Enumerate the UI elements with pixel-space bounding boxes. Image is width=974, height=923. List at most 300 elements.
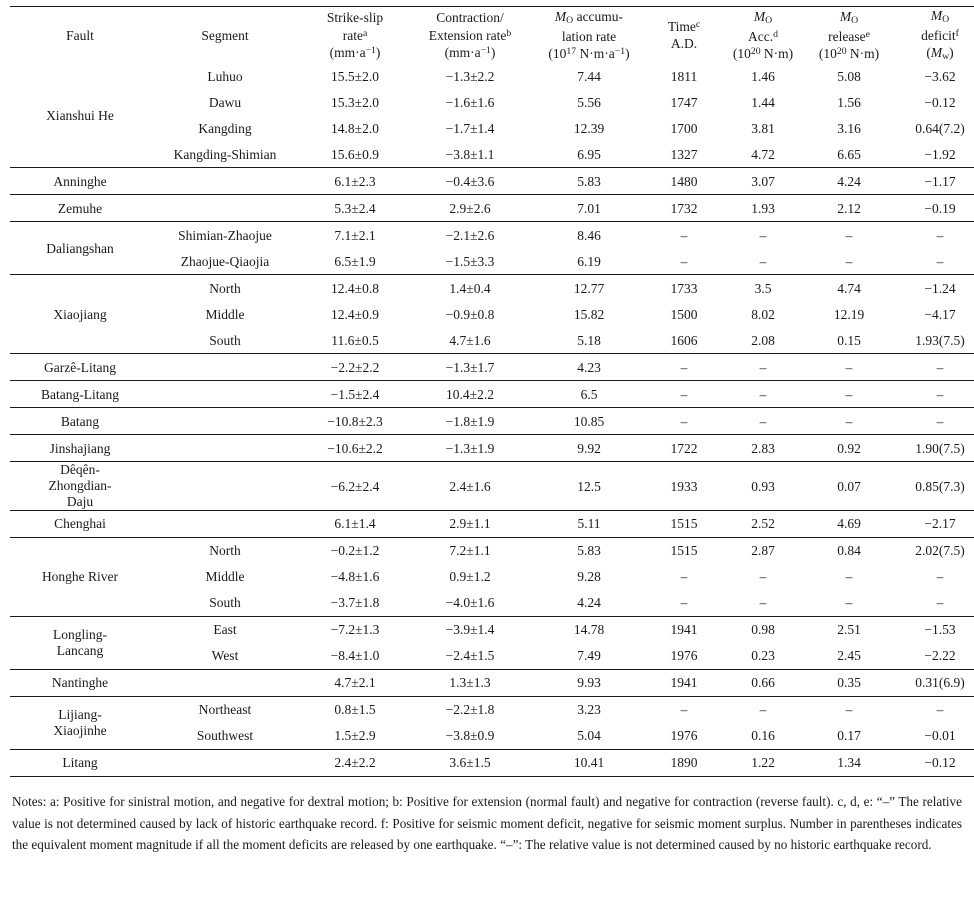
- strike-slip-rate-cell: 2.4±2.2: [300, 750, 410, 777]
- moment-accumulation-rate-cell: 9.93: [530, 670, 648, 697]
- header-modef-line1: [892, 7, 974, 27]
- header-acc-unit-post: ): [625, 45, 630, 61]
- table-row: [10, 115, 974, 141]
- segment-cell: South: [209, 595, 241, 611]
- table-row: [10, 222, 974, 249]
- moment-accumulation-rate-cell: 10.41: [530, 750, 648, 777]
- moment-accumulated-cell: 0.16: [751, 728, 775, 744]
- fault-name-line: Lancang: [56, 643, 104, 659]
- moment-release-cell: –: [845, 595, 853, 611]
- table-row: [10, 462, 974, 511]
- fault-name-cell: Anninghe: [10, 168, 150, 195]
- moment-accumulated-cell: 1.22: [720, 750, 806, 777]
- header-ss-unit-pre: (mm·a: [329, 44, 366, 60]
- time-cell: 1515: [648, 511, 720, 538]
- contraction-extension-rate-cell: −3.8±0.9: [445, 728, 495, 744]
- strike-slip-rate-cell: −4.8±1.6: [330, 569, 380, 585]
- moment-release-cell: 3.16: [837, 120, 861, 136]
- time-cell: –: [648, 697, 720, 724]
- moment-release-cell: 2.45: [837, 648, 861, 664]
- strike-slip-rate-cell: 14.8±2.0: [331, 120, 379, 136]
- segment-cell: [150, 750, 300, 777]
- moment-accumulation-rate-cell: 10.85: [530, 408, 648, 435]
- moment-deficit-cell: 1.90(7.5): [892, 435, 974, 462]
- moment-release-cell: –: [845, 253, 853, 269]
- moment-release-cell: 4.69: [806, 511, 892, 538]
- moment-accumulation-rate-cell: 12.39: [573, 120, 605, 136]
- fault-name-cell: Garzê-Litang: [10, 354, 150, 381]
- moment-release-cell: 0.07: [806, 462, 892, 511]
- moment-deficit-cell: 0.85(7.3): [892, 462, 974, 511]
- table-row: [10, 670, 974, 697]
- header-morel-m: M: [839, 9, 852, 25]
- contraction-extension-rate-cell: −3.9±1.4: [410, 617, 530, 644]
- time-cell: 1933: [648, 462, 720, 511]
- header-fault: [10, 7, 150, 64]
- moment-accumulation-rate-cell: 12.77: [530, 275, 648, 302]
- table-row: [10, 275, 974, 302]
- time-cell: –: [648, 222, 720, 249]
- fault-name-cell: Daliangshan: [10, 222, 150, 275]
- contraction-extension-rate-cell: −2.1±2.6: [410, 222, 530, 249]
- moment-accumulation-rate-cell: 14.78: [530, 617, 648, 644]
- time-cell: 1811: [670, 68, 698, 84]
- moment-release-cell: 1.34: [806, 750, 892, 777]
- moment-accumulated-cell: –: [720, 381, 806, 408]
- strike-slip-rate-cell: −0.2±1.2: [300, 538, 410, 565]
- moment-release-cell: –: [806, 222, 892, 249]
- segment-cell: East: [150, 617, 300, 644]
- moment-release-cell: –: [806, 697, 892, 724]
- header-modef-line2: [892, 27, 974, 44]
- strike-slip-rate-cell: 6.1±2.3: [300, 168, 410, 195]
- segment-cell: [150, 670, 300, 697]
- moment-deficit-cell: –: [936, 569, 944, 585]
- moment-deficit-cell: −3.62: [924, 68, 956, 84]
- moment-release-cell: 5.08: [837, 68, 861, 84]
- time-cell: –: [648, 354, 720, 381]
- header-strike-slip-rate: [300, 7, 410, 64]
- contraction-extension-rate-cell: 1.3±1.3: [410, 670, 530, 697]
- time-cell: 1941: [648, 617, 720, 644]
- time-cell: –: [648, 408, 720, 435]
- time-cell: –: [648, 381, 720, 408]
- time-cell: 1976: [670, 728, 698, 744]
- moment-accumulated-cell: –: [759, 595, 767, 611]
- contraction-extension-rate-cell: −1.6±1.6: [445, 94, 495, 110]
- contraction-extension-rate-cell: 4.7±1.6: [449, 332, 491, 348]
- time-cell: 1941: [648, 670, 720, 697]
- contraction-extension-rate-cell: −1.8±1.9: [410, 408, 530, 435]
- moment-accumulated-cell: –: [759, 569, 767, 585]
- contraction-extension-rate-cell: −1.3±1.7: [410, 354, 530, 381]
- segment-cell: Southwest: [196, 728, 254, 744]
- moment-accumulation-rate-cell: 9.92: [530, 435, 648, 462]
- header-moacc-line3: [720, 45, 806, 62]
- contraction-extension-rate-cell: −0.4±3.6: [410, 168, 530, 195]
- strike-slip-rate-cell: 6.5±1.9: [334, 253, 376, 269]
- header-time-line2: A.D.: [670, 36, 698, 52]
- header-modef-unit-post: ): [949, 44, 954, 60]
- moment-deficit-cell: 1.93(7.5): [915, 332, 965, 348]
- table-row: [10, 617, 974, 644]
- segment-cell: Shimian-Zhaojue: [150, 222, 300, 249]
- header-ce-unit-post: ): [490, 44, 496, 60]
- moment-accumulation-rate-cell: 5.11: [530, 511, 648, 538]
- header-modef-footnote-f: f: [955, 27, 959, 39]
- segment-cell: Zhaojue-Qiaojia: [180, 253, 270, 269]
- moment-accumulated-cell: 2.52: [720, 511, 806, 538]
- moment-release-cell: –: [806, 408, 892, 435]
- segment-cell: Northeast: [150, 697, 300, 724]
- moment-accumulation-rate-cell: 3.23: [530, 697, 648, 724]
- strike-slip-rate-cell: −8.4±1.0: [330, 648, 380, 664]
- fault-name-cell: Xiaojiang: [10, 275, 150, 354]
- segment-cell: Luhuo: [207, 68, 243, 84]
- fault-name-cell: Jinshajiang: [10, 435, 150, 462]
- moment-accumulation-rate-cell: 12.5: [530, 462, 648, 511]
- table-row: [10, 723, 974, 750]
- table-notes: [10, 791, 964, 855]
- segment-cell: [150, 408, 300, 435]
- moment-deficit-cell: –: [936, 253, 944, 269]
- table-row: [10, 248, 974, 275]
- header-moacc-unit-post: N·m): [760, 45, 794, 61]
- header-ce-unit-pre: (mm·a: [444, 44, 481, 60]
- moment-release-cell: 0.35: [806, 670, 892, 697]
- moment-accumulated-cell: 1.44: [751, 94, 775, 110]
- moment-accumulated-cell: 3.81: [751, 120, 775, 136]
- fault-name-cell: Honghe River: [10, 538, 150, 617]
- time-cell: –: [680, 595, 688, 611]
- segment-cell: [150, 168, 300, 195]
- table-row: [10, 750, 974, 777]
- fault-name-line: Longling-: [53, 627, 107, 643]
- header-moacc-footnote-d: d: [773, 28, 778, 40]
- moment-release-cell: –: [806, 381, 892, 408]
- header-ss-unit-exp: −1: [365, 44, 376, 56]
- header-row: [10, 7, 974, 64]
- moment-release-cell: 0.84: [806, 538, 892, 565]
- moment-deficit-cell: –: [892, 697, 974, 724]
- table-row: [10, 63, 974, 89]
- strike-slip-rate-cell: −2.2±2.2: [300, 354, 410, 381]
- moment-deficit-cell: –: [892, 381, 974, 408]
- strike-slip-rate-cell: 1.5±2.9: [334, 728, 376, 744]
- header-time: [648, 7, 720, 64]
- moment-accumulated-cell: 2.08: [751, 332, 775, 348]
- moment-accumulation-rate-cell: 9.28: [577, 569, 601, 585]
- moment-accumulated-cell: –: [759, 253, 767, 269]
- segment-cell: [150, 381, 300, 408]
- table-row: [10, 538, 974, 565]
- fault-name-cell: [10, 462, 150, 511]
- contraction-extension-rate-cell: −1.5±3.3: [445, 253, 495, 269]
- header-moacc-sub: O: [765, 15, 773, 27]
- moment-deficit-cell: −1.92: [924, 146, 956, 162]
- header-contraction-extension-rate: [410, 7, 530, 64]
- header-acc-line1: [530, 8, 648, 28]
- strike-slip-rate-cell: −10.6±2.2: [300, 435, 410, 462]
- fault-name-cell: Xianshui He: [46, 107, 114, 123]
- header-moacc-unit-pre: (10: [732, 45, 751, 61]
- segment-cell: South: [209, 332, 241, 348]
- fault-name-line: Xiaojinhe: [53, 723, 107, 739]
- header-acc-line2: lation rate: [561, 28, 617, 44]
- header-moacc-word: Acc.: [748, 28, 774, 44]
- moment-deficit-cell: −0.19: [892, 195, 974, 222]
- moment-release-cell: 0.92: [806, 435, 892, 462]
- header-ce-footnote-b: b: [506, 27, 512, 39]
- header-modef-line3: [892, 44, 974, 64]
- segment-cell: Middle: [205, 306, 245, 322]
- fault-data-table: [10, 6, 974, 777]
- header-moacc-line1: [720, 8, 806, 28]
- table-header: [10, 7, 974, 64]
- table-row: [10, 168, 974, 195]
- fault-name-line: Zhongdian-: [48, 478, 112, 494]
- moment-accumulated-cell: –: [720, 697, 806, 724]
- time-cell: 1733: [648, 275, 720, 302]
- segment-cell: [150, 511, 300, 538]
- header-ce-line3: [410, 44, 530, 61]
- contraction-extension-rate-cell: 10.4±2.2: [410, 381, 530, 408]
- table-row: [10, 697, 974, 724]
- header-morel-line2: [806, 28, 892, 45]
- moment-deficit-cell: –: [936, 595, 944, 611]
- moment-release-cell: 2.12: [806, 195, 892, 222]
- contraction-extension-rate-cell: 2.4±1.6: [410, 462, 530, 511]
- fault-name-cell: Litang: [10, 750, 150, 777]
- moment-accumulated-cell: 1.93: [720, 195, 806, 222]
- header-moacc-unit-exp: 20: [750, 45, 761, 57]
- moment-accumulated-cell: 0.98: [720, 617, 806, 644]
- contraction-extension-rate-cell: −1.7±1.4: [445, 120, 495, 136]
- moment-accumulated-cell: 3.07: [720, 168, 806, 195]
- table-row: [10, 643, 974, 670]
- moment-release-cell: 6.65: [837, 146, 861, 162]
- contraction-extension-rate-cell: −2.4±1.5: [445, 648, 495, 664]
- strike-slip-rate-cell: 6.1±1.4: [300, 511, 410, 538]
- table-row: [10, 195, 974, 222]
- moment-accumulated-cell: 0.66: [720, 670, 806, 697]
- fault-name-cell: Batang-Litang: [10, 381, 150, 408]
- moment-release-cell: 4.24: [806, 168, 892, 195]
- header-modef-unit-pre: (M: [926, 44, 943, 60]
- header-morel-sub: O: [851, 15, 859, 27]
- header-acc-line3: [530, 45, 648, 62]
- moment-deficit-cell: −0.01: [924, 728, 956, 744]
- time-cell: 1515: [648, 538, 720, 565]
- moment-accumulation-rate-cell: 5.18: [577, 332, 601, 348]
- strike-slip-rate-cell: 15.6±0.9: [331, 146, 379, 162]
- moment-deficit-cell: −0.12: [892, 750, 974, 777]
- moment-accumulated-cell: 1.46: [751, 68, 775, 84]
- strike-slip-rate-cell: −1.5±2.4: [300, 381, 410, 408]
- moment-accumulated-cell: 0.93: [720, 462, 806, 511]
- fault-name-cell: Chenghai: [10, 511, 150, 538]
- moment-deficit-cell: −1.24: [892, 275, 974, 302]
- fault-name-line: Daju: [66, 494, 94, 510]
- moment-accumulation-rate-cell: 5.83: [530, 168, 648, 195]
- moment-accumulated-cell: 4.72: [751, 146, 775, 162]
- table-row: [10, 89, 974, 115]
- segment-cell: Kangding: [198, 120, 252, 136]
- time-cell: 1890: [648, 750, 720, 777]
- notes-text: a: Positive for sinistral motion, and negative for dextral motion; b: Positive for extension (normal fault) and negative for contraction (reverse fault). c, d, e: “–” The relative value is not determined caused by lack of historic earthquake record. f: Positive for seismic moment deficit, negative for seismic moment surplus. Number in parentheses indicates the equivalent moment magnitude if all the moment deficits are released by one earthquake. “–”: The relative value is not determined caused by no historic earthquake record.: [12, 794, 963, 852]
- header-modef-unit-sub: w: [942, 50, 950, 62]
- contraction-extension-rate-cell: −1.3±1.9: [410, 435, 530, 462]
- header-segment-label: Segment: [201, 27, 249, 43]
- moment-release-cell: 1.56: [837, 94, 861, 110]
- segment-cell: West: [211, 648, 239, 664]
- header-time-footnote-c: c: [695, 18, 701, 30]
- fault-name-cell: Batang: [10, 408, 150, 435]
- segment-cell: Dawu: [208, 94, 242, 110]
- header-moment-release: [806, 7, 892, 64]
- strike-slip-rate-cell: −7.2±1.3: [300, 617, 410, 644]
- table-row: [10, 408, 974, 435]
- segment-cell: Kangding-Shimian: [173, 146, 277, 162]
- header-time-line1: [648, 18, 720, 35]
- contraction-extension-rate-cell: 2.9±2.6: [410, 195, 530, 222]
- segment-cell: [150, 462, 300, 511]
- time-cell: 1700: [670, 120, 698, 136]
- moment-accumulation-rate-cell: 7.01: [530, 195, 648, 222]
- header-moment-accumulation-rate: [530, 7, 648, 64]
- moment-release-cell: 0.17: [837, 728, 861, 744]
- time-cell: 1480: [648, 168, 720, 195]
- contraction-extension-rate-cell: −3.8±1.1: [445, 146, 495, 162]
- moment-accumulation-rate-cell: 6.5: [530, 381, 648, 408]
- contraction-extension-rate-cell: −4.0±1.6: [445, 595, 495, 611]
- table-row: [10, 354, 974, 381]
- strike-slip-rate-cell: 12.4±0.8: [300, 275, 410, 302]
- moment-release-cell: –: [845, 569, 853, 585]
- contraction-extension-rate-cell: 3.6±1.5: [410, 750, 530, 777]
- header-modef-word: deficit: [921, 27, 956, 43]
- strike-slip-rate-cell: 5.3±2.4: [300, 195, 410, 222]
- header-ce-unit-exp: −1: [480, 44, 491, 56]
- header-morel-unit-post: N·m): [846, 45, 880, 61]
- moment-accumulated-cell: 2.87: [720, 538, 806, 565]
- moment-deficit-cell: –: [892, 222, 974, 249]
- header-morel-line1: [806, 8, 892, 28]
- table-row: [10, 327, 974, 354]
- segment-cell: North: [150, 538, 300, 565]
- header-ss-line2: [300, 27, 410, 44]
- header-acc-unit-mid: N·m·a: [576, 45, 615, 61]
- strike-slip-rate-cell: 7.1±2.1: [300, 222, 410, 249]
- strike-slip-rate-cell: −10.8±2.3: [300, 408, 410, 435]
- moment-deficit-cell: –: [892, 354, 974, 381]
- time-cell: 1500: [670, 306, 698, 322]
- moment-release-cell: 4.74: [806, 275, 892, 302]
- moment-accumulation-rate-cell: 8.46: [530, 222, 648, 249]
- segment-cell: [150, 435, 300, 462]
- strike-slip-rate-cell: 15.5±2.0: [331, 68, 379, 84]
- header-modef-sub: O: [942, 14, 950, 26]
- fault-name-cell: Nantinghe: [10, 670, 150, 697]
- header-ce-line2-text: Extension rate: [428, 27, 507, 43]
- strike-slip-rate-cell: −3.7±1.8: [330, 595, 380, 611]
- time-cell: 1976: [670, 648, 698, 664]
- header-ss-line3: [300, 44, 410, 61]
- moment-deficit-cell: −1.53: [892, 617, 974, 644]
- header-moment-deficit: [892, 7, 974, 64]
- moment-accumulation-rate-cell: 7.49: [577, 648, 601, 664]
- header-morel-line3: [806, 45, 892, 62]
- segment-cell: North: [150, 275, 300, 302]
- header-acc-unit-pre: (10: [548, 45, 567, 61]
- header-ce-line2: [410, 27, 530, 44]
- table-row: [10, 564, 974, 590]
- header-acc-sub: O: [566, 15, 574, 27]
- header-moacc-line2: [720, 28, 806, 45]
- moment-accumulation-rate-cell: 5.56: [577, 94, 601, 110]
- fault-name-cell: [10, 697, 150, 750]
- header-acc-word: accumu-: [573, 9, 624, 25]
- strike-slip-rate-cell: 4.7±2.1: [300, 670, 410, 697]
- fault-name-line: Dêqên-: [60, 462, 100, 478]
- moment-deficit-cell: −2.17: [892, 511, 974, 538]
- header-segment: [150, 7, 300, 64]
- strike-slip-rate-cell: 11.6±0.5: [331, 332, 379, 348]
- contraction-extension-rate-cell: 7.2±1.1: [410, 538, 530, 565]
- header-morel-word: release: [828, 28, 866, 44]
- moment-accumulated-cell: –: [720, 222, 806, 249]
- notes-label: Notes:: [12, 794, 47, 810]
- strike-slip-rate-cell: −6.2±2.4: [300, 462, 410, 511]
- moment-deficit-cell: −2.22: [924, 648, 956, 664]
- strike-slip-rate-cell: 0.8±1.5: [300, 697, 410, 724]
- header-modef-m: M: [930, 8, 943, 23]
- header-ss-footnote-a: a: [362, 27, 368, 39]
- moment-deficit-cell: 2.02(7.5): [892, 538, 974, 565]
- header-morel-unit-pre: (10: [818, 45, 837, 61]
- header-moment-accumulated: [720, 7, 806, 64]
- moment-deficit-cell: 0.31(6.9): [892, 670, 974, 697]
- header-ce-line1: Contraction/: [436, 10, 504, 26]
- header-fault-label: Fault: [66, 27, 94, 43]
- header-ss-unit-post: ): [375, 44, 381, 60]
- header-morel-footnote-e: e: [865, 28, 870, 40]
- moment-accumulation-rate-cell: 7.44: [577, 68, 601, 84]
- moment-accumulation-rate-cell: 5.04: [577, 728, 601, 744]
- table-row: [10, 590, 974, 617]
- moment-accumulated-cell: –: [720, 408, 806, 435]
- moment-accumulation-rate-cell: 6.95: [577, 146, 601, 162]
- time-cell: 1732: [648, 195, 720, 222]
- moment-release-cell: 12.19: [833, 306, 865, 322]
- contraction-extension-rate-cell: 2.9±1.1: [410, 511, 530, 538]
- header-morel-unit-exp: 20: [836, 45, 847, 57]
- moment-release-cell: –: [806, 354, 892, 381]
- segment-cell: [150, 195, 300, 222]
- table-row: [10, 511, 974, 538]
- contraction-extension-rate-cell: 1.4±0.4: [410, 275, 530, 302]
- header-moacc-m: M: [753, 9, 766, 25]
- moment-deficit-cell: −1.17: [892, 168, 974, 195]
- fault-name-line: Lijiang-: [58, 707, 102, 723]
- moment-accumulation-rate-cell: 4.24: [577, 595, 601, 611]
- header-ss-line1: Strike-slip: [326, 10, 384, 26]
- moment-deficit-cell: −4.17: [924, 306, 956, 322]
- contraction-extension-rate-cell: −1.3±2.2: [445, 68, 495, 84]
- moment-accumulation-rate-cell: 6.19: [577, 253, 601, 269]
- moment-release-cell: 2.51: [806, 617, 892, 644]
- segment-cell: [150, 354, 300, 381]
